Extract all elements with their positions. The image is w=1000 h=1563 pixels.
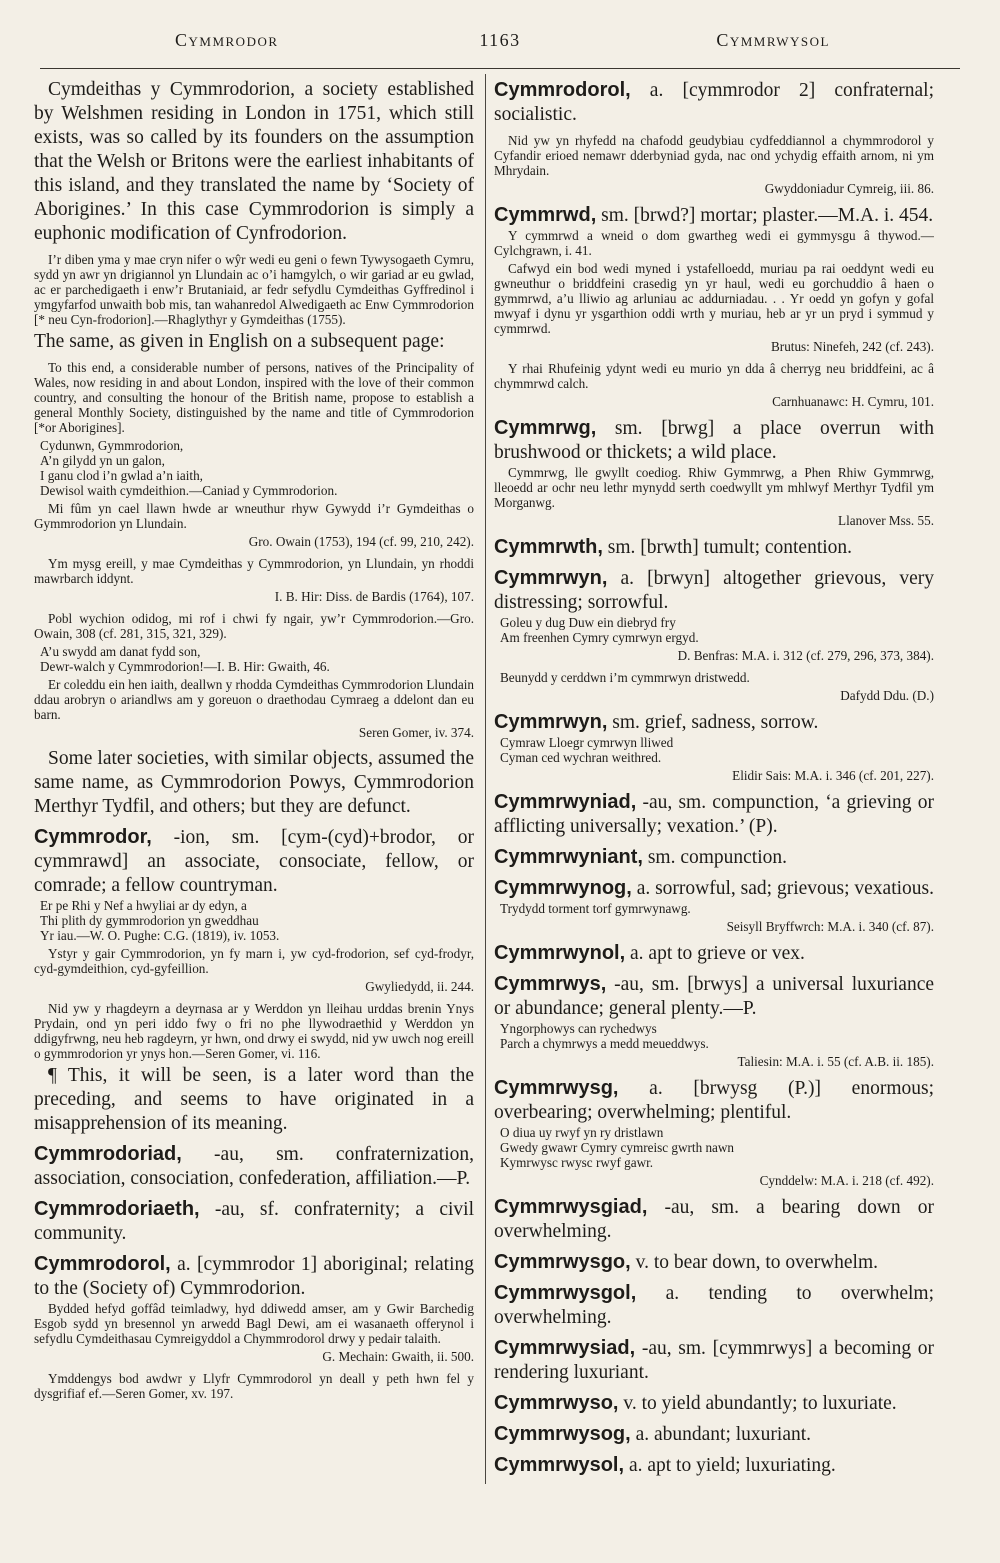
verse-line: Dewr-walch y Cymmrodorion!—I. B. Hir: Gwaith, 46. bbox=[40, 659, 330, 674]
verse-line: O diua uy rwyf yn ry dristlawn bbox=[500, 1125, 664, 1140]
headword: Cymmrodoriad, bbox=[34, 1143, 182, 1165]
dictionary-entry bbox=[494, 710, 934, 735]
verse-line: Cymraw Lloegr cymrwyn lliwed bbox=[500, 735, 674, 750]
citation-source: Carnhuanawc: H. Cymru, 101. bbox=[772, 394, 934, 409]
headword: Cymmrodorol, bbox=[494, 79, 631, 101]
headword: Cymmrwth, bbox=[494, 536, 603, 558]
citation-source: Elidir Sais: M.A. i. 346 (cf. 201, 227). bbox=[732, 768, 934, 783]
dictionary-entry bbox=[494, 1336, 934, 1385]
verse-line: A’n gilydd yn un galon, bbox=[40, 453, 165, 468]
verse-line: Thi plith dy gymmrodorion yn gweddhau bbox=[40, 913, 259, 928]
verse-line: Cydunwn, Gymmrodorion, bbox=[40, 438, 184, 453]
definition: -au, sm. [brwys] a universal luxuriance or abundance; general plenty.—P. bbox=[494, 974, 934, 1019]
dictionary-entry bbox=[494, 535, 934, 560]
dictionary-entry bbox=[494, 416, 934, 465]
dictionary-entry bbox=[494, 1281, 934, 1330]
headword: Cymmrwys, bbox=[494, 973, 607, 995]
verse-line: Yngorphowys can rychedwys bbox=[500, 1021, 657, 1036]
citation: Mi fûm yn cael llawn hwde ar wneuthur rhyw Gywydd i’r Gymdeithas o Gymmrodorion yn Llundain. bbox=[34, 501, 474, 531]
definition: a. apt to yield; luxuriating. bbox=[624, 1455, 836, 1476]
dictionary-entry bbox=[494, 203, 934, 228]
verse-block bbox=[494, 735, 934, 765]
citation: Ymddengys bod awdwr y Llyfr Cymmrodorol yn deall y peth hwn fel y dysgrifiaf ef.—Seren Gomer, xv. 197. bbox=[34, 1371, 474, 1401]
citation-source: Cynddelw: M.A. i. 218 (cf. 492). bbox=[759, 1173, 934, 1188]
definition: -au, sf. confraternity; a civil community. bbox=[34, 1199, 474, 1244]
citation: Pobl wychion odidog, mi rof i chwi fy ngair, yw’r Cymmrodorion.—Gro. Owain, 308 (cf. 281, 315, 321, 329). bbox=[34, 611, 474, 641]
citation-source: Taliesin: M.A. i. 55 (cf. A.B. ii. 185). bbox=[737, 1054, 934, 1069]
citation: Cafwyd ein bod wedi myned i ystafelloedd, muriau pa rai oeddynt wedi eu gwneuthur o briddfeini crasedig yn yr haul, wedi eu gorchuddio â haen o gymmrwd, a’u lliwio ag arluniau ac addurniadau. . . Yr oedd yn gofyn y gofal mwyaf i dynu yr ysgarthion oddi wrth y muriau, heb ar yr un pryd i symmud y cymmrwd. bbox=[494, 261, 934, 336]
definition: a. [brwysg (P.)] enormous; overbearing; overwhelming; plentiful. bbox=[494, 1078, 934, 1123]
headword: Cymmrodoriaeth, bbox=[34, 1198, 200, 1220]
citation: Nid yw y rhagdeyrn a deyrnasa ar y Werddon yn lleihau urddas brenin Ynys Prydain, ond yn peri iddo fwy o fri no phe llywodraethid y Werddon yn ddigyfrwng, neu heb ragdeyrn, yr hwn, ond drwy ei swydd, nid yw uwch nog ereill o gymmrodorion yr ynys hon.—Seren Gomer, vi. 116. bbox=[34, 1001, 474, 1061]
citation-source: Gro. Owain (1753), 194 (cf. 99, 210, 242). bbox=[248, 534, 474, 549]
verse-line: Goleu y dug Duw ein diebryd fry bbox=[500, 615, 676, 630]
header-left-guideword: Cymmrodor bbox=[175, 30, 279, 50]
definition: v. to bear down, to overwhelm. bbox=[630, 1252, 879, 1273]
verse-line: Beunydd y cerddwn i’m cymmrwyn dristwedd. bbox=[500, 670, 750, 685]
verse-block bbox=[34, 644, 474, 674]
definition: a. tending to overwhelm; overwhelming. bbox=[494, 1283, 934, 1328]
verse-line: Gwedy gwawr Cymry cymreisc gwrth nawn bbox=[500, 1140, 735, 1155]
verse-block bbox=[494, 1125, 934, 1170]
citation: Y cymmrwd a wneid o dom gwartheg wedi ei gymmysgu â thywod.—Cylchgrawn, i. 41. bbox=[494, 228, 934, 258]
header-right-guideword: Cymmrwysol bbox=[716, 30, 830, 50]
running-header bbox=[40, 30, 960, 64]
dictionary-entry bbox=[494, 78, 934, 127]
definition: v. to yield abundantly; to luxuriate. bbox=[618, 1393, 897, 1414]
citation-source: Gwyddoniadur Cymreig, iii. 86. bbox=[764, 181, 934, 196]
citation-source: Seren Gomer, iv. 374. bbox=[358, 725, 474, 740]
citation: Ym mysg ereill, y mae Cymdeithas y Cymmrodorion, yn Llundain, yn rhoddi mawrbarch iddynt. bbox=[34, 556, 474, 586]
citation: Nid yw yn rhyfedd na chafodd geudybiau cydfeddiannol a chymmrodorol y Cyfandir erioed nemawr dderbyniad gyda, nac ond ychydig effaith arnom, ni ym Mhrydain. bbox=[494, 133, 934, 178]
citation: Cymmrwg, lle gwyllt coediog. Rhiw Gymmrwg, a Phen Rhiw Gymmrwg, lleoedd ar ochr neu lethr mynydd serth coedwyllt ym mhlwyf Merthyr Tydfil ym Morganwg. bbox=[494, 465, 934, 510]
definition: sm. [brwg] a place overrun with brushwood or thickets; a wild place. bbox=[494, 418, 934, 463]
definition: -au, sm. a bearing down or overwhelming. bbox=[494, 1197, 934, 1242]
verse-block bbox=[494, 615, 934, 645]
definition: sm. compunction. bbox=[642, 847, 788, 868]
dictionary-entry bbox=[494, 1453, 934, 1478]
dictionary-entry bbox=[494, 1391, 934, 1416]
dictionary-entry bbox=[494, 1250, 934, 1275]
headword: Cymmrodorol, bbox=[34, 1253, 171, 1275]
citation: Ystyr y gair Cymmrodorion, yn fy marn i, yw cyd-frodorion, sef cyd-frodyr, cyd-gymdeithion, cyd-gyfeillion. bbox=[34, 946, 474, 976]
headword: Cymmrwysiad, bbox=[494, 1337, 636, 1359]
verse-line: I ganu clod i’n gwlad a’n iaith, bbox=[40, 468, 203, 483]
definition: -au, sm. [cymmrwys] a becoming or rendering luxuriant. bbox=[494, 1338, 934, 1383]
dictionary-entry bbox=[34, 825, 474, 898]
headword: Cymmrwyn, bbox=[494, 711, 608, 733]
headword: Cymmrwysgol, bbox=[494, 1282, 637, 1304]
citation: Y rhai Rhufeinig ydynt wedi eu murio yn dda â cherryg neu briddfeini, ac â chymmrwd calch. bbox=[494, 361, 934, 391]
verse-block bbox=[494, 670, 934, 685]
paragraph: Some later societies, with similar objects, assumed the same name, as Cymmrodorion Powys, Cymmrodorion Merthyr Tydfil, and others; but they are defunct. bbox=[34, 748, 474, 817]
citation: I’r diben yma y mae cryn nifer o wŷr wedi eu geni o fewn Tywysogaeth Cymru, sydd yn awr yn drigiannol yn Llundain ac o’i hamgylch, o wir gariad ar eu gwlad, ac er parchedigaeth i enw’r Brutaniaid, ar fedr sefydlu Cymdeithas Gyffredinol i ymgyfarfod unwaith bob mis, tan wahanredol Alwedigaeth ac Enw Cymmrodorion [* neu Cyn-frodorion].—Rhaglythyr y Gymdeithas (1755). bbox=[34, 252, 474, 327]
dictionary-entry bbox=[494, 790, 934, 839]
definition: -ion, sm. [cym-(cyd)+brodor, or cymmrawd] an associate, consociate, fellow, or comrade; a fellow countryman. bbox=[34, 827, 474, 896]
verse-block bbox=[494, 901, 934, 916]
definition: a. [cymmrodor 1] aboriginal; relating to the (Society of) Cymmrodorion. bbox=[34, 1254, 474, 1299]
definition: -au, sm. confraternization, association, consociation, confederation, affiliation.—P. bbox=[34, 1144, 474, 1189]
citation-source: Brutus: Ninefeh, 242 (cf. 243). bbox=[771, 339, 934, 354]
verse-block bbox=[494, 1021, 934, 1051]
verse-line: Kymrwysc rwysc rwyf gawr. bbox=[500, 1155, 654, 1170]
headword: Cymmrwysol, bbox=[494, 1454, 625, 1476]
page-number: 1163 bbox=[479, 30, 521, 50]
citation-source: I. B. Hir: Diss. de Bardis (1764), 107. bbox=[274, 589, 474, 604]
definition: a. abundant; luxuriant. bbox=[630, 1424, 812, 1445]
definition: a. sorrowful, sad; grievous; vexatious. bbox=[631, 878, 934, 899]
dictionary-entry bbox=[34, 1142, 474, 1191]
citation: Er coleddu ein hen iaith, deallwn y rhodda Cymdeithas Cymmrodorion Llundain ddau arobryn o ariandlws am y goreuon o draethodau Cymraeg a ddelont dan eu barn. bbox=[34, 677, 474, 722]
headword: Cymmrwysgo, bbox=[494, 1251, 631, 1273]
verse-block bbox=[34, 438, 474, 498]
dictionary-entry bbox=[494, 1076, 934, 1125]
verse-block bbox=[34, 898, 474, 943]
dictionary-entry bbox=[34, 1197, 474, 1246]
verse-line: Trydydd torment torf gymrwynawg. bbox=[500, 901, 691, 916]
note-paragraph: ¶ This, it will be seen, is a later word than the preceding, and seems to have originated in a misapprehension of its meaning. bbox=[34, 1065, 474, 1134]
definition: sm. [brwd?] mortar; plaster.—M.A. i. 454. bbox=[596, 205, 934, 226]
dictionary-entry bbox=[494, 845, 934, 870]
headword: Cymmrwysog, bbox=[494, 1423, 631, 1445]
verse-line: Parch a chymrwys a medd meueddwys. bbox=[500, 1036, 709, 1051]
definition: a. [brwyn] altogether grievous, very distressing; sorrowful. bbox=[494, 568, 934, 613]
dictionary-entry bbox=[494, 941, 934, 966]
headword: Cymmrwysgiad, bbox=[494, 1196, 648, 1218]
dictionary-entry bbox=[494, 972, 934, 1021]
citation-source: Gwyliedydd, ii. 244. bbox=[365, 979, 474, 994]
citation: To this end, a considerable number of persons, natives of the Principality of Wales, now residing in and about London, inspired with the love of their common country, and consulting the honour of the British name, propose to establish a general Monthly Society, distinguished by the name and title of Cymmrodorion [*or Aborigines]. bbox=[34, 360, 474, 435]
citation-source: Seisyll Bryffwrch: M.A. i. 340 (cf. 87). bbox=[726, 919, 934, 934]
definition: sm. grief, sadness, sorrow. bbox=[607, 712, 819, 733]
right-column bbox=[494, 78, 934, 1518]
headword: Cymmrwd, bbox=[494, 204, 597, 226]
definition: sm. [brwth] tumult; contention. bbox=[602, 537, 853, 558]
headword: Cymmrwg, bbox=[494, 417, 597, 439]
citation: Bydded hefyd goffâd teimladwy, hyd ddiwedd amser, am y Gwir Barchedig Esgob sydd yn bresennol yn arwedd Bagl Dewi, am ei wasanaeth offerynol i sefydlu Cymdeithasau Cymreigyddol a Chymmrodorol drwy y pedair talaith. bbox=[34, 1301, 474, 1346]
headword: Cymmrwyso, bbox=[494, 1392, 619, 1414]
citation-source: Dafydd Ddu. (D.) bbox=[840, 688, 934, 703]
dictionary-entry bbox=[34, 1252, 474, 1301]
headword: Cymmrwynol, bbox=[494, 942, 626, 964]
headword: Cymmrwyn, bbox=[494, 567, 608, 589]
definition: a. [cymmrodor 2] confraternal; socialistic. bbox=[494, 80, 934, 125]
definition: -au, sm. compunction, ‘a grieving or afflicting universally; vexation.’ (P). bbox=[494, 792, 934, 837]
citation-source: Llanover Mss. 55. bbox=[838, 513, 934, 528]
paragraph: The same, as given in English on a subsequent page: bbox=[34, 331, 445, 352]
headword: Cymmrwynog, bbox=[494, 877, 632, 899]
verse-line: Cyman ced wychran weithred. bbox=[500, 750, 662, 765]
definition: a. apt to grieve or vex. bbox=[625, 943, 805, 964]
column-divider bbox=[485, 74, 486, 1484]
verse-line: Am freenhen Cymry cymrwyn ergyd. bbox=[500, 630, 699, 645]
citation-source: G. Mechain: Gwaith, ii. 500. bbox=[322, 1349, 474, 1364]
verse-line: Dewisol waith cymdeithion.—Caniad y Cymmrodorion. bbox=[40, 483, 338, 498]
citation-source: D. Benfras: M.A. i. 312 (cf. 279, 296, 373, 384). bbox=[677, 648, 934, 663]
header-rule bbox=[40, 68, 960, 69]
headword: Cymmrodor, bbox=[34, 826, 152, 848]
left-column bbox=[34, 78, 474, 1518]
verse-line: A’u swydd am danat fydd son, bbox=[40, 644, 201, 659]
dictionary-entry bbox=[494, 876, 934, 901]
dictionary-entry bbox=[494, 1422, 934, 1447]
headword: Cymmrwyniant, bbox=[494, 846, 643, 868]
verse-line: Er pe Rhi y Nef a hwyliai ar dy edyn, a bbox=[40, 898, 247, 913]
headword: Cymmrwysg, bbox=[494, 1077, 619, 1099]
intro-paragraph: Cymdeithas y Cymmrodorion, a society established by Welshmen residing in London in 1751, which still exists, was so called by its founders on the assumption that the Welsh or Britons were the earliest inhabitants of this island, and they translated the name by ‘Society of Aborigines.’ In this case Cymmrodorion is simply a euphonic modification of Cynfrodorion. bbox=[34, 79, 474, 244]
dictionary-entry bbox=[494, 566, 934, 615]
dictionary-entry bbox=[494, 1195, 934, 1244]
verse-line: Yr iau.—W. O. Pughe: C.G. (1819), iv. 1053. bbox=[40, 928, 280, 943]
headword: Cymmrwyniad, bbox=[494, 791, 637, 813]
